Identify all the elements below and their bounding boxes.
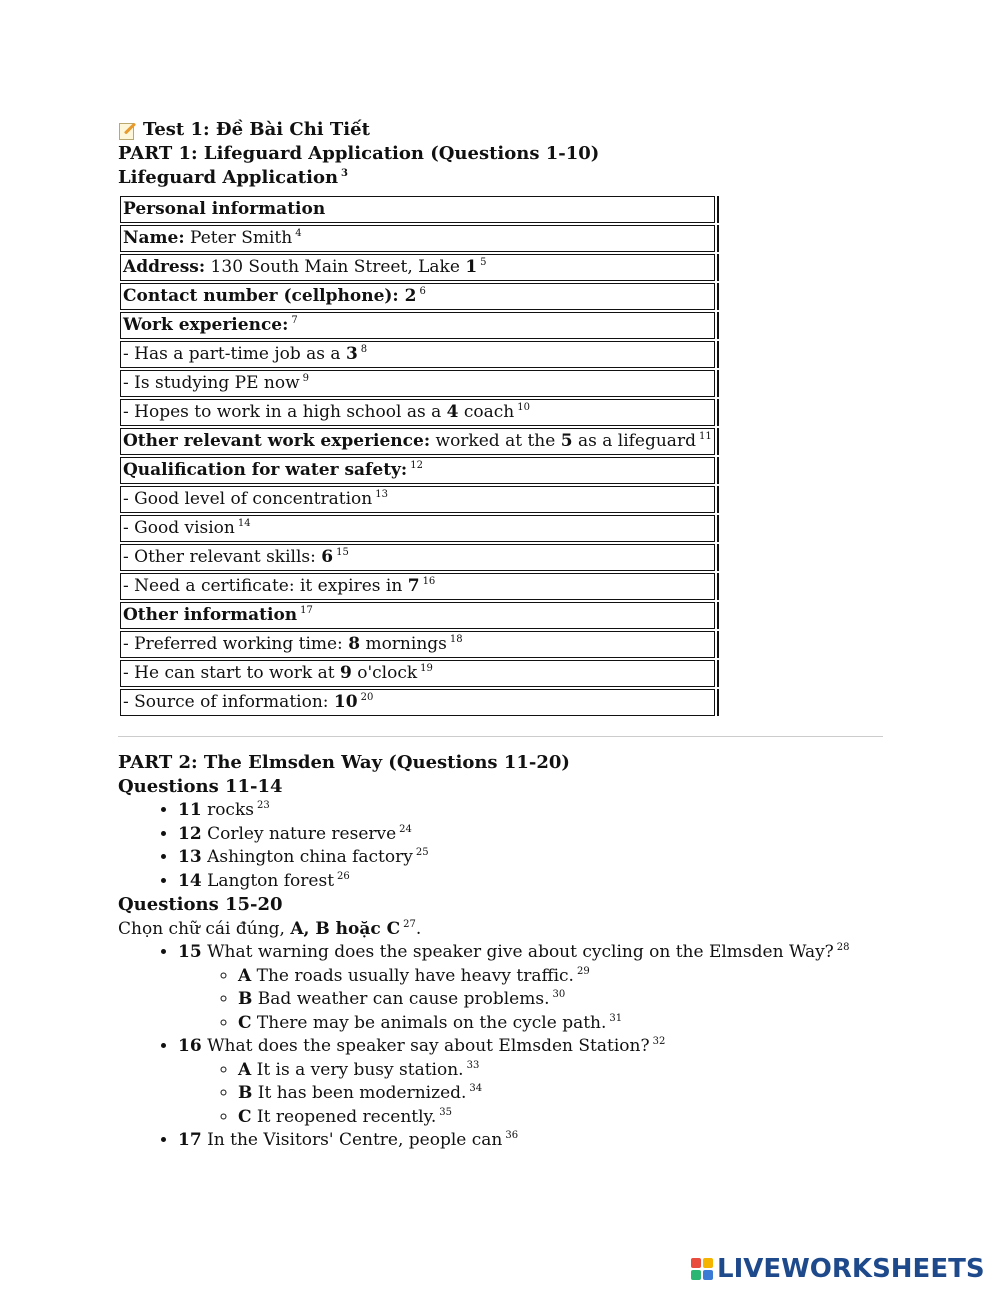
form-cell bbox=[120, 515, 715, 542]
footnote-ref: 30 bbox=[552, 989, 566, 1001]
footnote-ref: 28 bbox=[836, 942, 850, 954]
footnote-ref: 26 bbox=[337, 870, 350, 882]
form-cell bbox=[120, 399, 715, 426]
option-item bbox=[238, 965, 888, 989]
blank-number: 1 bbox=[465, 257, 478, 277]
form-row bbox=[120, 515, 719, 542]
footnote-ref: 7 bbox=[291, 315, 298, 327]
footnote-ref: 12 bbox=[410, 460, 423, 472]
application-form-table bbox=[118, 194, 721, 718]
footnote-ref: 36 bbox=[505, 1130, 519, 1142]
option-letter: C bbox=[238, 1106, 252, 1127]
question-number: 16 bbox=[178, 1036, 202, 1056]
footnote-ref: 31 bbox=[609, 1012, 623, 1024]
memo-icon bbox=[118, 121, 136, 139]
form-cell bbox=[120, 283, 715, 310]
form-cell-edge bbox=[717, 370, 719, 397]
form-cell bbox=[120, 544, 715, 571]
footnote-ref: 13 bbox=[375, 489, 388, 501]
form-row bbox=[120, 660, 719, 687]
questions-15-20-title: Questions 15-20 bbox=[118, 894, 283, 915]
footnote-ref: 4 bbox=[295, 228, 302, 240]
form-tail: mornings bbox=[360, 634, 447, 654]
question-text: Corley nature reserve bbox=[201, 823, 397, 844]
option-letter: A bbox=[238, 1059, 252, 1080]
form-text: - Other relevant skills: bbox=[123, 547, 322, 567]
form-row bbox=[120, 573, 719, 600]
form-label: Address: bbox=[123, 257, 206, 277]
form-cell bbox=[120, 312, 715, 339]
form-text: - Preferred working time: bbox=[123, 634, 349, 654]
form-cell-edge bbox=[717, 573, 719, 600]
option-text: There may be animals on the cycle path. bbox=[251, 1012, 607, 1033]
list-item bbox=[178, 823, 888, 847]
footnote-ref: 20 bbox=[360, 692, 374, 704]
list-item bbox=[178, 870, 888, 894]
test-title-text: Test 1: Đề Bài Chi Tiết bbox=[143, 119, 370, 140]
form-cell-edge bbox=[717, 689, 719, 716]
instruction-end: . bbox=[415, 919, 422, 939]
document-page bbox=[118, 118, 888, 1153]
form-title bbox=[118, 166, 888, 190]
form-cell bbox=[120, 486, 715, 513]
blank-number: 8 bbox=[348, 634, 361, 654]
form-row bbox=[120, 312, 719, 339]
form-cell bbox=[120, 254, 715, 281]
option-text: Bad weather can cause problems. bbox=[252, 989, 550, 1009]
form-row bbox=[120, 196, 719, 223]
form-cell bbox=[120, 428, 715, 455]
form-label: Contact number (cellphone): 2 bbox=[123, 286, 417, 306]
instruction-sup: 27 bbox=[403, 919, 416, 931]
form-row bbox=[120, 457, 719, 484]
part2-title: PART 2: The Elmsden Way (Questions 11-20) bbox=[118, 752, 570, 773]
form-title-text: Lifeguard Application bbox=[118, 167, 339, 188]
option-item bbox=[238, 1059, 888, 1083]
form-cell bbox=[120, 573, 715, 600]
option-item bbox=[238, 1012, 888, 1036]
question-text: Ashington china factory bbox=[201, 847, 413, 867]
form-tail: coach bbox=[458, 402, 515, 422]
option-list bbox=[178, 1059, 888, 1130]
question-text: What warning does the speaker give about cycling on the Elmsden Way? bbox=[201, 942, 834, 962]
form-label: Qualification for water safety: bbox=[123, 460, 408, 480]
list-item bbox=[178, 799, 888, 823]
footnote-ref: 8 bbox=[360, 344, 368, 356]
form-cell bbox=[120, 631, 715, 658]
footnote-ref: 11 bbox=[698, 431, 712, 443]
form-cell-edge bbox=[717, 660, 719, 687]
instruction-text: Chọn chữ cái đúng, bbox=[118, 919, 291, 939]
option-text: It is a very busy station. bbox=[251, 1059, 464, 1080]
blank-number: 9 bbox=[339, 663, 352, 683]
footnote-ref: 14 bbox=[237, 518, 251, 530]
form-row bbox=[120, 399, 719, 426]
form-row bbox=[120, 428, 719, 455]
logo-square-2 bbox=[703, 1258, 713, 1268]
form-row bbox=[120, 602, 719, 629]
form-row bbox=[120, 283, 719, 310]
form-text: 130 South Main Street, Lake bbox=[205, 257, 466, 277]
footnote-ref: 5 bbox=[480, 257, 487, 269]
option-text: It reopened recently. bbox=[251, 1106, 437, 1127]
question-text: In the Visitors' Centre, people can bbox=[201, 1130, 503, 1150]
question-item bbox=[178, 941, 888, 1035]
form-cell-edge bbox=[717, 196, 719, 223]
blank-number: 5 bbox=[560, 431, 573, 451]
footnote-ref: 9 bbox=[302, 373, 310, 385]
footnote-ref: 18 bbox=[449, 634, 463, 646]
form-row bbox=[120, 370, 719, 397]
instruction bbox=[118, 917, 888, 941]
form-cell-edge bbox=[717, 457, 719, 484]
section-divider bbox=[118, 736, 883, 737]
blank-number: 3 bbox=[345, 344, 358, 364]
form-label: Other information bbox=[123, 605, 298, 625]
form-text: - Is studying PE now bbox=[123, 373, 300, 393]
logo-grid-icon bbox=[691, 1258, 713, 1280]
form-row bbox=[120, 486, 719, 513]
option-letter: B bbox=[238, 1083, 253, 1103]
form-label: Name: bbox=[123, 228, 185, 248]
form-row bbox=[120, 544, 719, 571]
form-cell-edge bbox=[717, 515, 719, 542]
question-text: rocks bbox=[201, 800, 254, 820]
question-number: 13 bbox=[178, 847, 202, 867]
question-number: 17 bbox=[178, 1130, 202, 1150]
logo-square-1 bbox=[691, 1258, 701, 1268]
form-text: - Source of information: bbox=[123, 692, 334, 712]
form-cell bbox=[120, 225, 715, 252]
form-text: - Has a part-time job as a bbox=[123, 344, 346, 364]
form-cell-edge bbox=[717, 602, 719, 629]
blank-number: 4 bbox=[446, 402, 459, 422]
form-cell-edge bbox=[717, 399, 719, 426]
footnote-ref: 24 bbox=[399, 823, 412, 835]
footnote-ref: 34 bbox=[469, 1083, 483, 1095]
form-title-sup: 3 bbox=[341, 168, 349, 179]
logo-square-4 bbox=[703, 1270, 713, 1280]
form-label: Other relevant work experience: bbox=[123, 431, 431, 451]
form-label: Work experience: bbox=[123, 315, 289, 335]
option-text: The roads usually have heavy traffic. bbox=[251, 965, 574, 986]
blank-number: 7 bbox=[407, 576, 420, 596]
form-cell bbox=[120, 370, 715, 397]
logo-square-3 bbox=[691, 1270, 701, 1280]
question-text: Langton forest bbox=[201, 870, 335, 891]
form-row bbox=[120, 341, 719, 368]
form-cell-edge bbox=[717, 341, 719, 368]
question-number: 15 bbox=[178, 942, 202, 962]
question-number: 12 bbox=[178, 823, 202, 844]
footnote-ref: 35 bbox=[439, 1106, 453, 1118]
form-cell-edge bbox=[717, 225, 719, 252]
form-text: - Need a certificate: it expires in bbox=[123, 576, 408, 596]
form-text: - He can start to work at bbox=[123, 663, 340, 683]
questions-11-14-title: Questions 11-14 bbox=[118, 776, 283, 797]
footnote-ref: 10 bbox=[517, 402, 530, 414]
form-text: Peter Smith bbox=[184, 228, 293, 248]
form-cell-edge bbox=[717, 544, 719, 571]
option-letter: B bbox=[238, 989, 253, 1009]
question-text: What does the speaker say about Elmsden Station? bbox=[201, 1036, 650, 1056]
form-cell bbox=[120, 689, 715, 716]
question-number: 11 bbox=[178, 800, 202, 820]
form-cell-edge bbox=[717, 254, 719, 281]
logo-text: LIVEWORKSHEETS bbox=[717, 1254, 985, 1284]
question-number: 14 bbox=[178, 870, 202, 891]
option-item bbox=[238, 988, 888, 1012]
form-cell bbox=[120, 660, 715, 687]
form-cell-edge bbox=[717, 486, 719, 513]
test-title bbox=[118, 118, 888, 142]
option-letter: A bbox=[238, 965, 252, 986]
form-text: - Good level of concentration bbox=[123, 489, 373, 509]
form-tail: o'clock bbox=[351, 663, 418, 683]
part1-title: PART 1: Lifeguard Application (Questions 1-10) bbox=[118, 143, 600, 164]
footnote-ref: 16 bbox=[422, 576, 436, 588]
form-cell bbox=[120, 602, 715, 629]
form-row bbox=[120, 631, 719, 658]
footnote-ref: 17 bbox=[300, 605, 313, 617]
footnote-ref: 29 bbox=[576, 965, 590, 977]
footnote-ref: 15 bbox=[336, 547, 349, 559]
form-row bbox=[120, 689, 719, 716]
form-cell-edge bbox=[717, 631, 719, 658]
option-item bbox=[238, 1082, 888, 1106]
question-item bbox=[178, 1035, 888, 1129]
option-text: It has been modernized. bbox=[252, 1083, 467, 1103]
form-text: - Good vision bbox=[123, 518, 235, 538]
form-row bbox=[120, 225, 719, 252]
instruction-bold: A, B hoặc C bbox=[290, 919, 401, 939]
form-cell-edge bbox=[717, 283, 719, 310]
form-text: - Hopes to work in a high school as a bbox=[123, 402, 447, 422]
question-item bbox=[178, 1129, 888, 1153]
footnote-ref: 33 bbox=[466, 1059, 480, 1071]
form-cell-edge bbox=[717, 428, 719, 455]
option-item bbox=[238, 1106, 888, 1130]
footnote-ref: 32 bbox=[652, 1036, 666, 1048]
form-label: Personal information bbox=[123, 199, 326, 219]
form-cell bbox=[120, 457, 715, 484]
option-list bbox=[178, 965, 888, 1036]
blank-number: 6 bbox=[321, 547, 334, 567]
list-item bbox=[178, 846, 888, 870]
footnote-ref: 19 bbox=[420, 663, 433, 675]
questions-15-20-list bbox=[118, 941, 888, 1153]
form-cell bbox=[120, 196, 715, 223]
blank-number: 10 bbox=[333, 692, 358, 712]
liveworksheets-logo bbox=[691, 1254, 985, 1284]
form-text: worked at the bbox=[430, 431, 561, 451]
option-letter: C bbox=[238, 1012, 252, 1033]
form-row bbox=[120, 254, 719, 281]
form-tail: as a lifeguard bbox=[572, 431, 696, 451]
footnote-ref: 23 bbox=[256, 800, 270, 812]
form-cell-edge bbox=[717, 312, 719, 339]
questions-11-14-list bbox=[118, 799, 888, 893]
footnote-ref: 6 bbox=[419, 286, 426, 298]
form-cell bbox=[120, 341, 715, 368]
footnote-ref: 25 bbox=[415, 847, 429, 859]
